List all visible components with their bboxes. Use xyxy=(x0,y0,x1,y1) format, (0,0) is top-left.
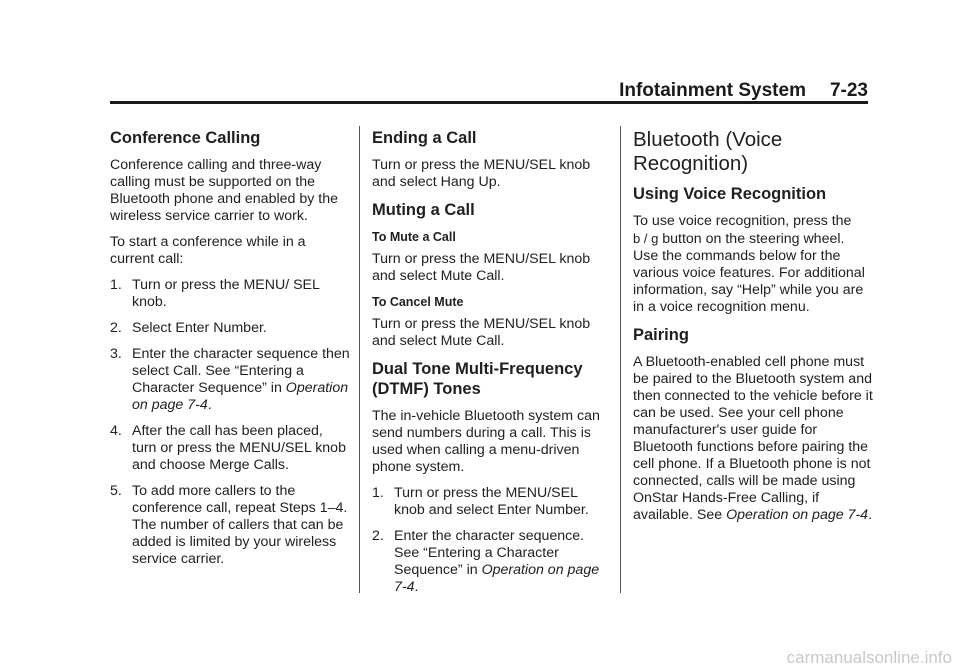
list-item xyxy=(110,483,350,568)
step-text xyxy=(394,528,612,596)
step-text-part: Enter the character sequence. See “Entering a Character Sequence” in xyxy=(394,528,585,578)
step-text: To add more callers to the conference call, repeat Steps 1–4. The number of callers that can be added is limited by your wireless service carrier. xyxy=(132,483,348,567)
bluetooth-voice-recognition-title: Bluetooth (Voice Recognition) xyxy=(633,128,783,175)
column-divider xyxy=(620,126,621,593)
step-number: 2. xyxy=(110,320,122,336)
step-number: 2. xyxy=(372,528,384,544)
paragraph-part: . xyxy=(868,507,873,523)
list-item xyxy=(110,320,350,337)
paragraph-part: button on the steering wheel. Use the commands below for the various voice features. For additional information, say “Help” while you are in a voice recognition menu. xyxy=(633,231,865,315)
step-text: After the call has been placed, turn or press the MENU/SEL knob and choose Merge Calls. xyxy=(132,423,346,473)
cross-reference-link[interactable]: Operation on page 7-4 xyxy=(726,507,869,523)
conference-calling-heading: Conference Calling xyxy=(110,129,261,147)
paragraph: To start a conference while in a current call: xyxy=(110,234,306,267)
cancel-mute-subheading: To Cancel Mute xyxy=(372,295,464,309)
paragraph-part: To use voice recognition, press the xyxy=(633,213,852,229)
list-item xyxy=(110,346,350,414)
watermark: carmanualsonline.info xyxy=(786,648,952,667)
paragraph xyxy=(633,213,873,316)
push-to-talk-icon: b / g xyxy=(633,231,659,246)
list-item xyxy=(372,485,612,519)
step-number: 1. xyxy=(110,277,122,293)
mute-subheading: To Mute a Call xyxy=(372,230,456,244)
step-text-part: . xyxy=(207,397,212,413)
header-rule xyxy=(110,101,868,104)
paragraph-part: A Bluetooth-enabled cell phone must be paired to the Bluetooth system and then connected to the vehicle before it can be used. See your cell phone manufacturer's user guide for Bluetooth functions before pairing the cell phone. If a Bluetooth phone is not connected, calls will be made using OnStar Hands-Free Calling, if available. See xyxy=(633,354,873,523)
step-number: 1. xyxy=(372,485,384,501)
step-text: Turn or press the MENU/SEL knob and select Enter Number. xyxy=(394,485,589,518)
step-text: Select Enter Number. xyxy=(132,320,267,336)
paragraph xyxy=(633,354,873,524)
muting-call-heading: Muting a Call xyxy=(372,201,475,219)
paragraph: Conference calling and three-way calling must be supported on the Bluetooth phone and enabled by the wireless service carrier to work. xyxy=(110,157,338,224)
section-title: Infotainment System xyxy=(619,80,806,101)
paragraph: Turn or press the MENU/SEL knob and select Hang Up. xyxy=(372,157,591,190)
using-voice-recognition-heading: Using Voice Recognition xyxy=(633,185,827,203)
column-divider xyxy=(359,126,360,593)
step-list xyxy=(110,277,350,568)
step-number: 4. xyxy=(110,423,122,439)
step-number: 3. xyxy=(110,346,122,362)
ending-call-heading: Ending a Call xyxy=(372,129,477,147)
cross-reference-link[interactable]: Operation on page 7-4 xyxy=(394,562,600,595)
page-number: 7-23 xyxy=(829,80,868,101)
column-2 xyxy=(372,128,612,605)
pairing-heading: Pairing xyxy=(633,326,689,344)
paragraph: The in-vehicle Bluetooth system can send numbers during a call. This is used when calling a menu-driven phone system. xyxy=(372,408,600,475)
step-text: Turn or press the MENU/ SEL knob. xyxy=(132,277,320,310)
list-item xyxy=(110,277,350,311)
step-list xyxy=(372,485,612,596)
column-3 xyxy=(633,128,873,533)
column-1 xyxy=(110,128,350,577)
list-item xyxy=(110,423,350,474)
paragraph: Turn or press the MENU/SEL knob and select Mute Call. xyxy=(372,251,591,284)
step-text-part: . xyxy=(414,579,419,595)
list-item xyxy=(372,528,612,596)
cross-reference-link[interactable]: Operation on page 7-4 xyxy=(132,380,349,413)
dtmf-heading: Dual Tone Multi-Frequency (DTMF) Tones xyxy=(372,360,583,398)
step-text-part: Enter the character sequence then select Call. See “Entering a Character Sequence” in xyxy=(132,346,350,396)
paragraph: Turn or press the MENU/SEL knob and select Mute Call. xyxy=(372,316,591,349)
step-number: 5. xyxy=(110,483,122,499)
step-text xyxy=(132,346,350,414)
